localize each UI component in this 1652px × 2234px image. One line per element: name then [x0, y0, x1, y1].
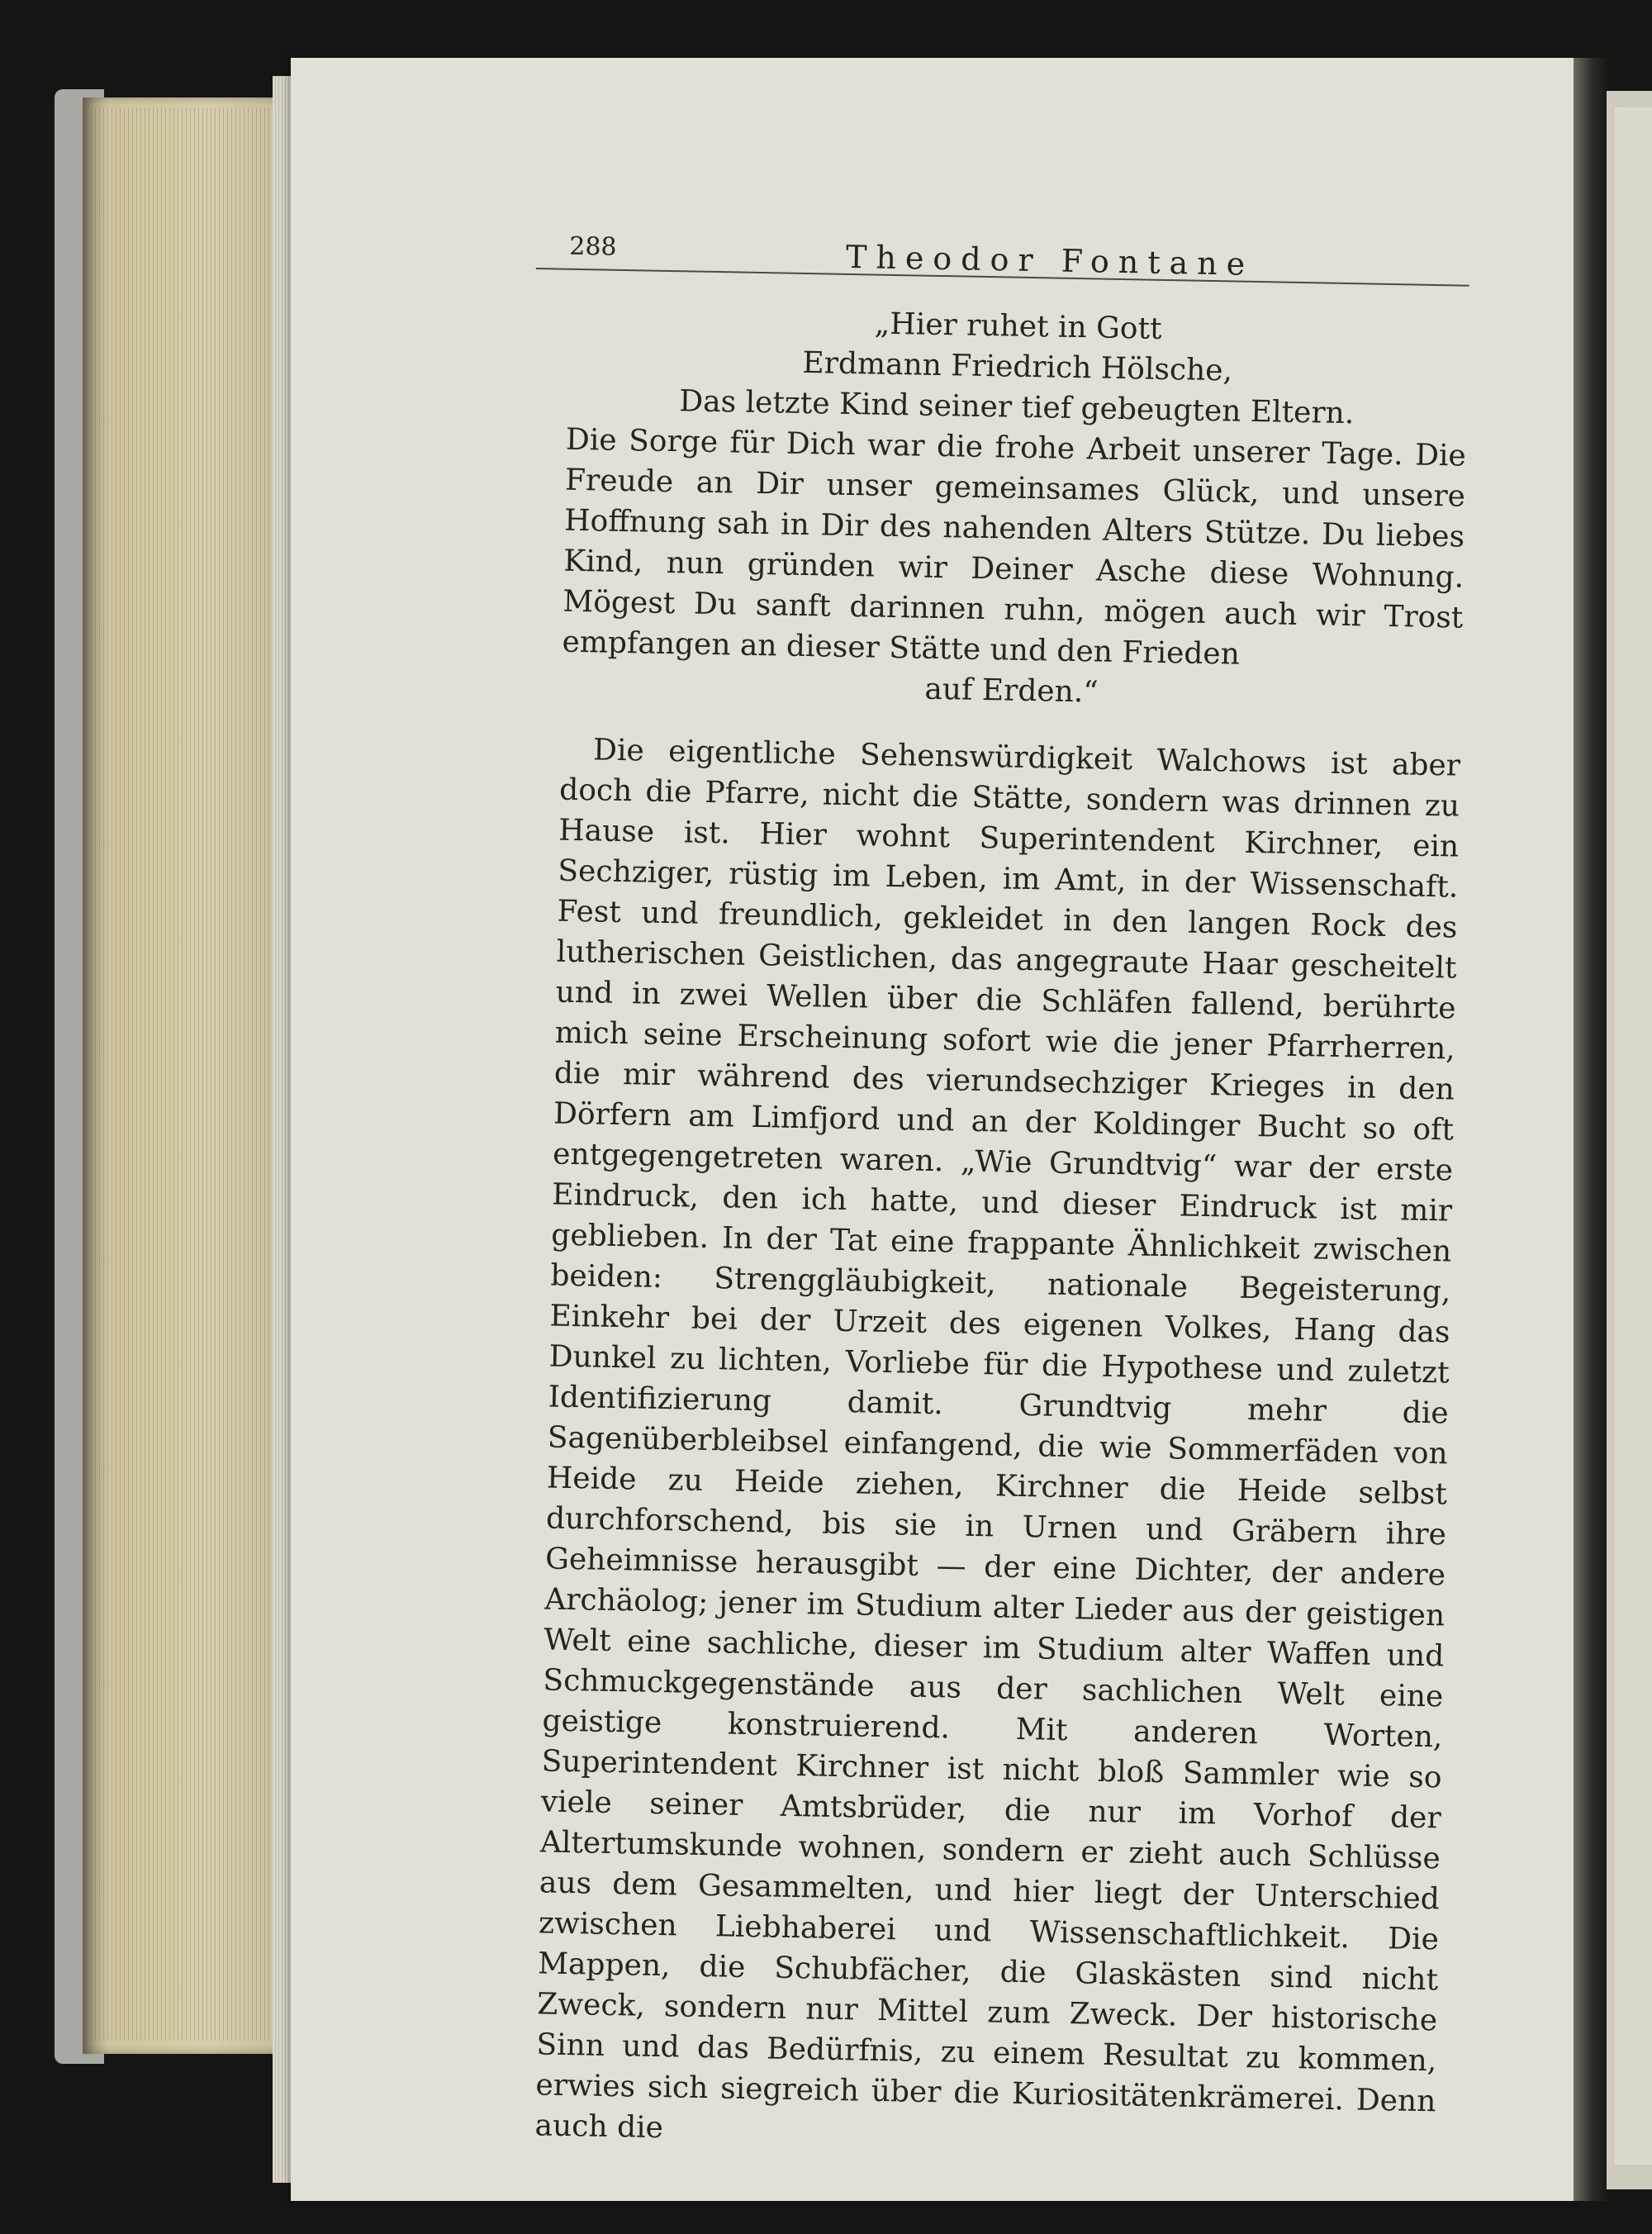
inscription-text: Die Sorge für Dich war die frohe Arbeit unserer Tage. Die Freude an Dir unser gemeinsames Glück, und unsere Hoffnung sah in Dir des nahenden Alters Stütze. Du liebes Kind, nun gründen wir Deiner Asche diese Wohnung. Mögest Du sanft darinnen ruhn, mögen auch wir Trost empfangen an dieser Stätte und den Frieden	[562, 422, 1467, 672]
inscription-line: Erdmann Friedrich Hölsche,	[802, 345, 1233, 388]
inscription-closing: auf Erden.“	[924, 672, 1099, 710]
page-number: 288	[568, 231, 617, 262]
inscription-heading	[533, 297, 1469, 436]
inscription-line: Das letzte Kind seiner tief gebeugten Eltern.	[679, 384, 1355, 431]
book-gutter	[1574, 58, 1607, 2201]
text-column	[501, 215, 1470, 2162]
body-paragraph: Die eigentliche Sehenswürdigkeit Walchows ist aber doch die Pfarre, nicht die Stätte, sondern was drinnen zu Hause ist. Hier wohnt Superintendent Kirchner, ein Sechziger, rüstig im Leben, im Amt, in der Wissenschaft. Fest und freundlich, gekleidet in den langen Rock des lutherischen Geistlichen, das angegraute Haar gescheitelt und in zwei Wellen über die Schläfen fallend, berührte mich seine Erscheinung sofort wie die jener Pfarrherren, die mir während des vierundsechziger Krieges in den Dörfern am Limfjord und an der Koldinger Bucht so oft entgegengetreten waren. „Wie Grundtvig“ war der erste Eindruck, den ich hatte, und dieser Eindruck ist mir geblieben. In der Tat eine frappante Ähnlichkeit zwischen beiden: Strenggläubigkeit, nationale Begeisterung, Einkehr bei der Urzeit des eigenen Volkes, Hang das Dunkel zu lichten, Vorliebe für die Hypothese und zuletzt Identifizierung damit. Grundtvig mehr die Sagenüberbleibsel einfangend, die wie Sommerfäden von Heide zu Heide ziehen, Kirchner die Heide selbst durchforschend, bis sie in Urnen und Gräbern ihre Geheimnisse herausgibt — der eine Dichter, der andere Archäolog; jener im Studium alter Lieder aus der geistigen Welt eine sachliche, dieser im Studium alter Waffen und Schmuckgegenstände aus der sachlichen Welt eine geistige konstruierend. Mit anderen Worten, Superintendent Kirchner ist nicht bloß Sammler wie so viele seiner Amtsbrüder, die nur im Vorhof der Altertumskunde wohnen, sondern er zieht auch Schlüsse aus dem Gesammelten, und hier liegt der Unterschied zwischen Liebhaberei und Wissenschaftlichkeit. Die Mappen, die Schubfächer, die Glaskästen sind nicht Zweck, sondern nur Mittel zum Zweck. Der historische Sinn und das Bedürfnis, zu einem Resultat zu kommen, erwies sich siegreich über die Kuriositätenkrämerei. Denn auch die	[534, 733, 1461, 2146]
page-edges	[91, 107, 297, 2041]
inscription-line: „Hier ruhet in Gott	[874, 307, 1162, 346]
running-head-title: Theodor Fontane	[845, 238, 1255, 283]
facing-page-edge	[1615, 107, 1652, 2165]
